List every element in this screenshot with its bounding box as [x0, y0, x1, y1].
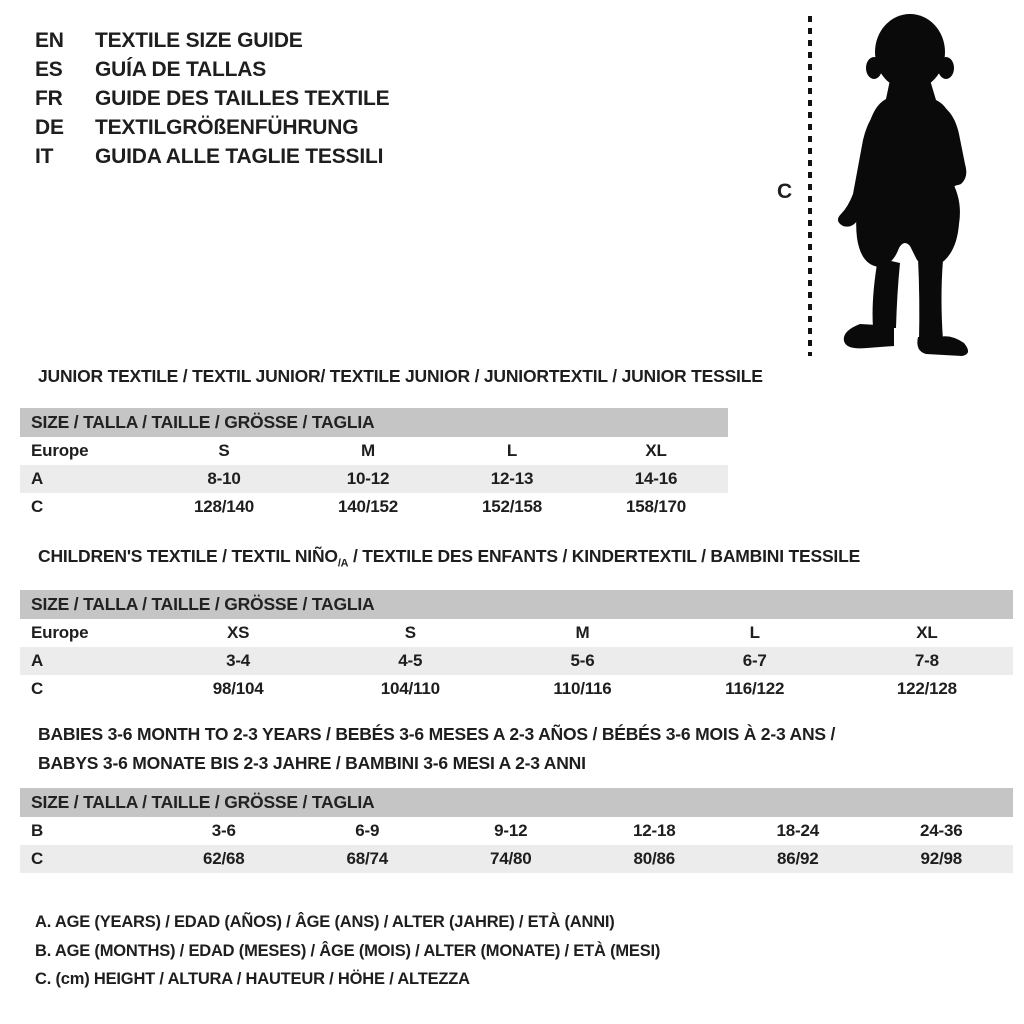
size-cell: 3-4 [226, 651, 251, 670]
language-title-list [35, 26, 389, 171]
table-row-europe [20, 619, 1013, 647]
language-row-fr [35, 84, 389, 113]
language-title: GUÍA DE TALLAS [95, 58, 267, 81]
size-cell: 9-12 [494, 821, 528, 840]
size-cell: 4-5 [398, 651, 423, 670]
size-header-band: SIZE / TALLA / TAILLE / GRÖSSE / TAGLIA [20, 408, 728, 437]
size-cell: L [749, 623, 760, 642]
children-size-table [20, 590, 1013, 703]
size-cell: 98/104 [212, 679, 264, 698]
size-cell: XL [916, 623, 938, 642]
children-section-title [38, 546, 860, 570]
row-label: C [31, 849, 44, 868]
language-code: ES [35, 58, 63, 81]
size-header-band: SIZE / TALLA / TAILLE / GRÖSSE / TAGLIA [20, 590, 1013, 619]
size-cell: 92/98 [920, 849, 963, 868]
junior-section-title: JUNIOR TEXTILE / TEXTIL JUNIOR/ TEXTILE JUNIOR / JUNIORTEXTIL / JUNIOR TESSILE [38, 366, 763, 386]
language-code: DE [35, 116, 64, 139]
size-cell: M [361, 441, 375, 460]
language-title: GUIDE DES TAILLES TEXTILE [95, 87, 390, 110]
size-header-band: SIZE / TALLA / TAILLE / GRÖSSE / TAGLIA [20, 788, 1013, 817]
height-label-c: C [777, 180, 792, 203]
table-row-europe [20, 437, 728, 465]
size-cell: 10-12 [346, 469, 390, 488]
height-dotted-line-icon [808, 16, 812, 356]
size-cell: 86/92 [776, 849, 819, 868]
toddler-silhouette-icon [821, 8, 983, 358]
language-title: TEXTILE SIZE GUIDE [95, 29, 303, 52]
language-code: IT [35, 145, 54, 168]
row-label: Europe [31, 441, 89, 460]
size-cell: S [404, 623, 416, 642]
size-cell: 62/68 [202, 849, 245, 868]
language-title: TEXTILGRÖßENFÜHRUNG [95, 116, 359, 139]
children-title-subscript: /A [337, 557, 349, 570]
children-title-text-rest: / TEXTILE DES ENFANTS / KINDERTEXTIL / BAMBINI TESSILE [348, 546, 861, 566]
language-code: EN [35, 29, 64, 52]
legend-line-a: A. AGE (YEARS) / EDAD (AÑOS) / ÂGE (ANS) / ALTER (JAHRE) / ETÀ (ANNI) [35, 913, 615, 931]
size-cell: 12-18 [633, 821, 676, 840]
babies-section-title-line2: BABYS 3-6 MONATE BIS 2-3 JAHRE / BAMBINI 3-6 MESI A 2-3 ANNI [38, 753, 586, 773]
size-cell: 74/80 [489, 849, 532, 868]
size-cell: 8-10 [207, 469, 241, 488]
junior-size-table [20, 408, 728, 521]
table-row-a [20, 647, 1013, 675]
legend-line-b: B. AGE (MONTHS) / EDAD (MESES) / ÂGE (MOIS) / ALTER (MONATE) / ETÀ (MESI) [35, 941, 661, 960]
babies-section-title-line1: BABIES 3-6 MONTH TO 2-3 YEARS / BEBÉS 3-6 MESES A 2-3 AÑOS / BÉBÉS 3-6 MOIS À 2-3 ANS / [38, 724, 836, 744]
size-cell: 140/152 [337, 497, 399, 516]
language-row-es [35, 55, 389, 84]
table-row-a [20, 465, 728, 493]
size-cell: 6-9 [355, 821, 380, 840]
size-cell: 7-8 [914, 651, 939, 670]
size-cell: XS [226, 623, 250, 642]
size-cell: 14-16 [634, 469, 678, 488]
size-cell: 12-13 [490, 469, 534, 488]
language-row-en [35, 26, 389, 55]
language-row-it [35, 142, 389, 171]
row-label: Europe [31, 623, 89, 642]
row-label: C [31, 679, 44, 698]
measure-legend [35, 908, 660, 994]
size-cell: 110/116 [553, 679, 612, 698]
children-title-text: CHILDREN'S TEXTILE / TEXTIL NIÑO [38, 546, 338, 566]
size-cell: XL [645, 441, 667, 460]
row-label: C [31, 497, 44, 516]
language-title: GUIDA ALLE TAGLIE TESSILI [95, 145, 384, 168]
babies-size-table [20, 788, 1013, 873]
size-cell: 24-36 [920, 821, 963, 840]
size-cell: 128/140 [193, 497, 255, 516]
size-cell: L [506, 441, 518, 460]
size-cell: 116/122 [725, 679, 785, 698]
size-cell: M [575, 623, 590, 642]
size-cell: 158/170 [625, 497, 687, 516]
legend-line-c: C. (cm) HEIGHT / ALTURA / HAUTEUR / HÖHE / ALTEZZA [35, 970, 470, 988]
size-cell: 104/110 [380, 679, 440, 698]
table-row-c [20, 493, 728, 521]
language-row-de [35, 113, 389, 142]
size-cell: 5-6 [570, 651, 595, 670]
size-cell: 18-24 [776, 821, 819, 840]
size-cell: 3-6 [211, 821, 236, 840]
row-label: B [31, 821, 44, 840]
row-label: A [31, 651, 44, 670]
size-cell: 80/86 [633, 849, 676, 868]
table-row-c [20, 845, 1013, 873]
size-cell: 68/74 [346, 849, 389, 868]
size-cell: S [218, 441, 230, 460]
height-figure [775, 8, 990, 360]
size-cell: 152/158 [481, 497, 543, 516]
table-row-b [20, 817, 1013, 845]
size-cell: 6-7 [742, 651, 767, 670]
language-code: FR [35, 87, 63, 110]
row-label: A [31, 469, 44, 488]
table-row-c [20, 675, 1013, 703]
size-cell: 122/128 [896, 679, 957, 698]
